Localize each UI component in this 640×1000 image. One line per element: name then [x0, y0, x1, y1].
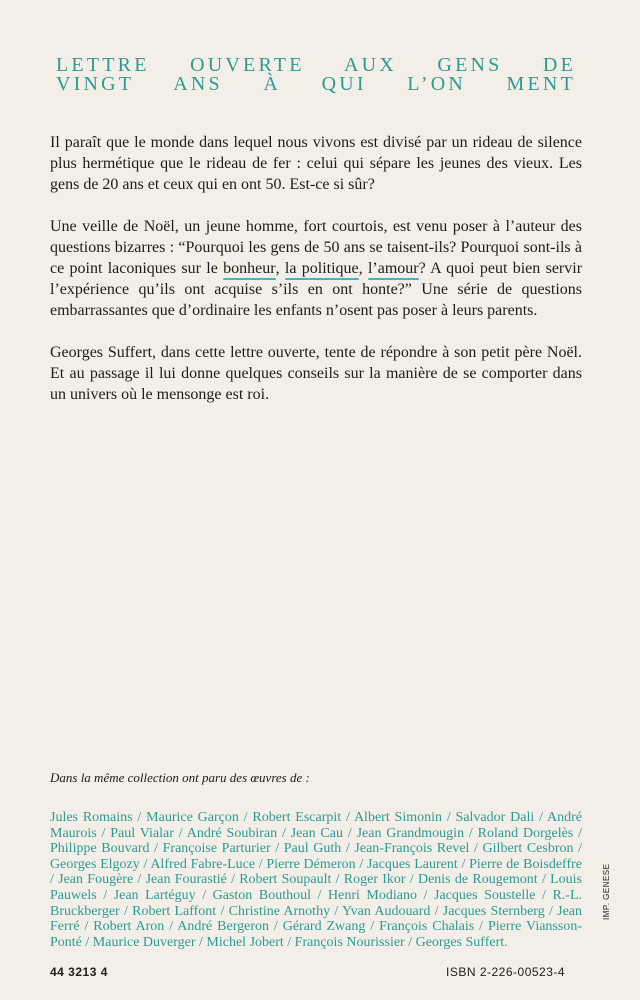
- highlight-amour: l’amour: [367, 260, 419, 277]
- title-line-1: LETTRE OUVERTE AUX GENS DE: [56, 54, 576, 76]
- title-line-2: VINGT ANS À QUI L’ON MENT: [56, 73, 576, 95]
- blurb-paragraph-2: [50, 216, 582, 321]
- printer-credit: IMP. GENESE: [602, 863, 611, 920]
- isbn: ISBN 2-226-00523-4: [446, 965, 566, 979]
- p2-text-b: ,: [275, 260, 285, 277]
- author-list: Jules Romains / Maurice Garçon / Robert Escarpit / Albert Simonin / Salvador Dali / André Maurois / Paul Vialar / André Soubiran / Jean Cau / Jean Grandmougin / Roland Dorgelès / Philippe Bouvard / Françoise Parturier / Paul Guth / Jean-François Revel / Gilbert Cesbron / Georges Elgozy / Alfred Fabre-Luce / Pierre Démeron / Jacques Laurent / Pierre de Boisdeffre / Jean Fougère / Jean Fourastié / Robert Soupault / Roger Ikor / Denis de Rougemont / Louis Pauwels / Jean Lartéguy / Gaston Bouthoul / Henri Modiano / Jacques Soustelle / R.-L. Bruckberger / Robert Laffont / Christine Arnothy / Yvan Audouard / Jacques Sternberg / Jean Ferré / Robert Aron / André Bergeron / Gérard Zwang / François Chalais / Pierre Viansson-Ponté / Maurice Duverger / Michel Jobert / François Nourissier / Georges Suffert.: [50, 810, 582, 950]
- collection-label: Dans la même collection ont paru des œuvres de :: [50, 770, 310, 785]
- book-title: [56, 56, 576, 94]
- blurb-paragraph-3: Georges Suffert, dans cette lettre ouverte, tente de répondre à son petit père Noël. Et au passage il lui donne quelques conseils sur la manière de se comporter dans un univers où le mensonge est roi.: [50, 344, 582, 403]
- p2-text-a: Une veille de Noël, un jeune homme, fort courtois, est venu poser à l’auteur des questions bizarres : “Pourquoi les gens de 50 ans se taisent-ils? Pourquoi sont-ils à ce point laconiques sur le: [50, 218, 582, 277]
- p2-text-d: ? A quoi peut bien servir l’expérience qu’ils ont acquise s’ils en ont honte?” Une série de questions embarrassantes que d’ordinaire les enfants n’osent pas poser à leurs parents.: [50, 260, 583, 319]
- blurb: [50, 132, 582, 426]
- product-code: 44 3213 4: [50, 965, 108, 979]
- highlight-politique: la politique: [284, 260, 359, 277]
- blurb-paragraph-1: Il paraît que le monde dans lequel nous vivons est divisé par un rideau de silence plus hermétique que le rideau de fer : celui qui sépare les jeunes des vieux. Les gens de 20 ans et ceux qui en ont 50. Est-ce si sûr?: [50, 134, 582, 193]
- highlight-bonheur: bonheur: [223, 260, 276, 277]
- p2-text-c: ,: [358, 260, 368, 277]
